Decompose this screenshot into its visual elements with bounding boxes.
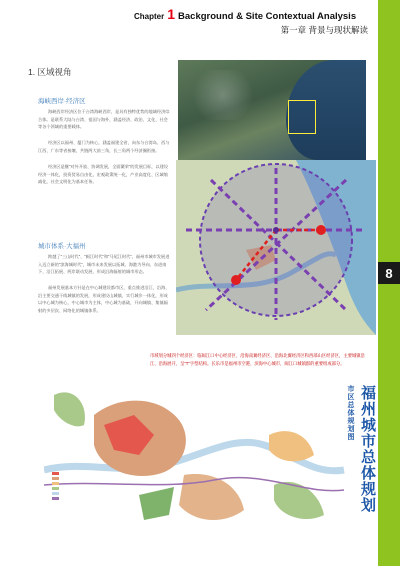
- west-strait-heading: 海峡西岸·经济区: [38, 98, 86, 105]
- regional-map-image: [176, 160, 376, 335]
- plan-title-main: 福州城市总体规划: [359, 385, 376, 513]
- greater-fuzhou-paragraph-1: 跨越了“三山时代”、“闽江时代”和“马尾江时代”，福州市城市发展进入迈立新的“滨海城时代”，城市未来发展以拓城、海港为导向、东进南下、沿江拓展、两岸联动发展、形成沿海辐射的城市形态。: [38, 254, 170, 275]
- page-number: 8: [378, 262, 400, 284]
- chapter-word: Chapter: [134, 12, 165, 21]
- green-zone-south: [139, 487, 174, 520]
- chapter-number: 1: [167, 6, 176, 22]
- planning-note: 市域划分城四个经济区：临闽江口中心经济区、沿海南翼经济区、沿海北翼经济区和西部山区经济区，主要城镇沿江、沿海展开，呈“T”字型结构。长乐市是福州市空港、滨海中心城市，闽江口城镇群的重要组成部分。: [150, 353, 365, 367]
- legend-swatch-residential: [52, 477, 59, 481]
- green-zone-west: [54, 392, 85, 426]
- west-strait-paragraph-3: 经济区是继“对外开放、协调发展，全面繁荣”的发展目标，以建设经济一体化，投资贸易自由化，宏观政策统一化，产业高度化、区域缩减化，社会文明化为基本任务。: [38, 164, 169, 185]
- chapter-header: [134, 6, 384, 36]
- city-node-south: [231, 275, 241, 285]
- chapter-chinese-title: 第一章 背景与现状解读: [280, 25, 368, 35]
- city-node-east: [316, 225, 326, 235]
- chapter-english-title: Background & Site Contextual Analysis: [178, 11, 357, 22]
- city-plan-graphic: [44, 375, 374, 545]
- west-strait-paragraph-1: 海峡西岸经济区位于台湾海峡西岸，是具有独特优势的地域经济综合体。是联系大陆与台湾、祖国与海外，涵盖经济、政治、文化、社会等各个领域的重要载体。: [38, 109, 170, 130]
- west-strait-paragraph-2: 经济区以福州、厦门为核心，涵盖福建全省，向东与台湾岛、西与江西、广东等省接壤，共链两大前三角，长三角两个经济圈衔接。: [38, 140, 170, 153]
- legend-swatch-road: [52, 497, 59, 501]
- green-zone-east: [274, 482, 324, 519]
- plan-title-sub: 市区总体规划图: [347, 385, 354, 441]
- section-title: 1. 区域视角: [28, 67, 72, 77]
- cloud-cover: [188, 70, 258, 120]
- greater-fuzhou-paragraph-2: 福州发展基本方针是在中心城建设都市区，重点推进沿江、沿海、沿主要交通干线城镇的发展，形成建设山城镇、实行城乡一体化，形成以中心城为核心，中心城市为主体，中心城为基础，开向城镇、集镇辐射的多层次、网络化的城镇体系。: [38, 285, 170, 313]
- east-district: [269, 431, 314, 461]
- plan-title: [342, 385, 378, 513]
- city-master-plan-image: [44, 375, 374, 545]
- chapter-title-en: [134, 6, 384, 22]
- legend-swatch-industrial: [52, 482, 59, 486]
- legend-swatch-green: [52, 487, 59, 491]
- plan-legend: [52, 470, 78, 502]
- highlight-box: [288, 100, 316, 134]
- regional-map-graphic: [176, 160, 376, 335]
- legend-swatch-commercial: [52, 472, 59, 476]
- greater-fuzhou-heading: 城市体系·大福州: [38, 243, 86, 250]
- city-node-center: [273, 227, 279, 233]
- legend-swatch-water: [52, 492, 59, 496]
- satellite-region-image: [178, 60, 366, 160]
